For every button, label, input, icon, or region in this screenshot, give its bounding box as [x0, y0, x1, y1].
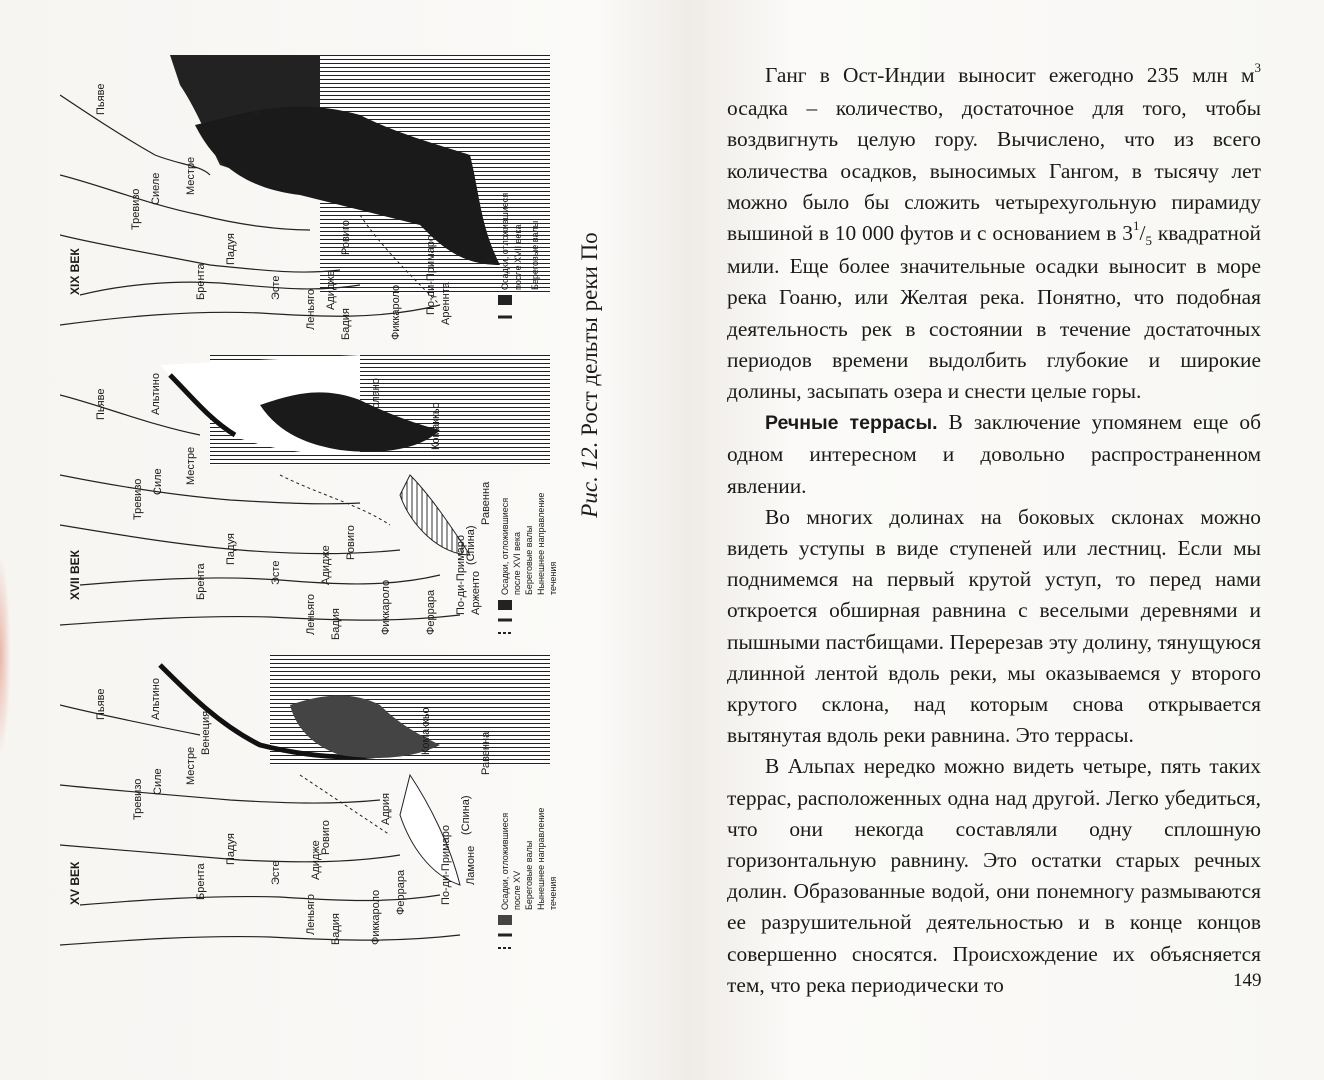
figure-caption-area — [572, 80, 608, 670]
place-label: Ровиго — [340, 220, 352, 255]
place-label: Падуя — [225, 833, 237, 865]
place-label: Леньяго — [305, 594, 317, 635]
place-label: Арженто — [470, 570, 482, 615]
place-label: Ровиго — [345, 525, 357, 560]
place-label: Ламоне — [465, 845, 477, 885]
era-label-xv: XV ВЕК — [68, 861, 82, 905]
place-label: (Спина) — [465, 525, 477, 565]
place-label: Эсте — [270, 560, 282, 585]
place-label: Силе — [152, 768, 164, 795]
paragraph-valleys: Во многих долинах на боковых склонах можно видеть уступы в виде ступеней или лестниц. Если мы поднимемся на первый крутой уступ, то перед нами откроется обширная равнина с веселыми деревнями и пышными пастбищами. Перерезав эту долину, тянущуюся длинной лентой вдоль реки, мы оказываемся у второго крутого склона, над которым снова открывается вытянутая вдоль реки равнина. Это террасы. — [727, 504, 1261, 748]
legend-label: Береговые валы — [524, 840, 534, 910]
place-label: (Спина) — [460, 795, 472, 835]
legend-label: Нынешнее направление — [536, 807, 546, 910]
place-label: Фиккароло — [390, 284, 402, 340]
place-label: Бадия — [330, 913, 342, 945]
place-label: Адидже — [320, 545, 332, 585]
place-label: Брента — [195, 863, 207, 900]
section-heading: Речные террасы. — [765, 412, 938, 435]
place-label: Равенна — [480, 481, 492, 525]
place-label: Сиеле — [150, 172, 162, 205]
place-label: Комаккьо — [430, 402, 442, 450]
place-label: Леньяго — [305, 894, 317, 935]
legend-label: после XVII века — [513, 224, 523, 290]
text-run: осадка – количество, достаточное для того, чтобы воздвигнуть целую гору. Вычислено, что из всего количества осадков, выносимых Гангом, в тысячу лет можно было бы сложить четырехугольную пирамиду вышиной в 10 000 футов и с основанием в 3 — [727, 96, 1261, 246]
place-label: Пьяве — [95, 83, 107, 115]
place-label: Адрия — [380, 793, 392, 825]
place-label: Эсте — [270, 275, 282, 300]
paragraph-ganges: Ганг в Ост-Индии выносит ежегодно 235 млн $м^3$ осадка – количество, достаточное для того, чтобы воздвигнуть целую гору. Вычислено, что из всего количества осадков, выносимых Гангом, в тысячу лет можно было бы сложить четырехугольную пирамиду вышиной в 10 000 футов и с основанием в $3^1/_5$ квадратной мили. Еще более значительные осадки выносит в море река Гоаню, или Желтая река. Понятно, что подобная деятельность рек в состоянии в течение достаточных периодов времени выдолбить глубокие и широкие долины, засыпать озера и снести целые горы. — [727, 60, 1261, 404]
legend-label: после XVI века — [512, 532, 522, 595]
place-label: Пьяве — [95, 688, 107, 720]
paragraph-alps: В Альпах нередко можно видеть четыре, пять таких террас, расположенных одна над другой. Легко убедиться, что они некогда составляли одну сплошную горизонтальную равнину. Это остатки старых речных долин. Образованные водой, они понемногу размываются ее разрушительной деятельностью и в конце концов совершенно сносятся. Происхождение их объясняется тем, что река периодически то — [727, 754, 1261, 997]
place-label: Феррара — [425, 589, 437, 635]
place-label: По-ди-Примаро — [455, 535, 467, 615]
place-label: Брента — [195, 563, 207, 600]
right-page-text — [727, 60, 1261, 1001]
legend-label: Нынешнее направление — [536, 492, 546, 595]
place-label: Тревизо — [132, 778, 144, 820]
legend-label: Осадки, отложившиеся — [500, 812, 510, 910]
legend-label: Осадки, отложившиеся — [500, 192, 510, 290]
place-label: Эсте — [270, 860, 282, 885]
place-label: Силе — [152, 468, 164, 495]
place-label: Комаккьо — [420, 707, 432, 755]
place-label: Пьяве — [95, 388, 107, 420]
place-label: Тревизо — [132, 478, 144, 520]
caption-number: Рис. 12. — [577, 441, 602, 518]
place-label: Леньяго — [305, 289, 317, 330]
place-label: Брента — [195, 263, 207, 300]
paragraph-river-terraces — [727, 407, 1261, 502]
legend-label: после XV — [512, 870, 522, 910]
page-edge-shadow — [0, 560, 10, 750]
place-label: Феррара — [395, 869, 407, 915]
fraction-numerator: 1 — [1133, 218, 1140, 234]
place-label: Фиккароло — [370, 889, 382, 945]
superscript: 3 — [1254, 60, 1261, 75]
po-delta-figure — [60, 55, 570, 975]
place-label: Местре — [185, 746, 197, 785]
place-label: Местре — [185, 156, 197, 195]
legend-label: Береговые валы — [530, 220, 540, 290]
place-label: Адидже — [310, 840, 322, 880]
place-label: По-ди-Волано — [370, 378, 382, 450]
place-label: По-ди-Примаро — [440, 825, 452, 905]
place-label: Альтино — [150, 677, 162, 720]
legend-label: течения — [548, 876, 558, 910]
place-label: Бадия — [330, 608, 342, 640]
legend-label: Осадки, отложившиеся — [500, 497, 510, 595]
place-label: Альтино — [150, 372, 162, 415]
place-label: Фиккароло — [380, 579, 392, 635]
place-label: Венеция — [200, 710, 212, 755]
text-run: В заключение упомянем еще об одном интересном и довольно распространенном явлении. — [727, 410, 1261, 498]
place-label: Тревизо — [130, 188, 142, 230]
era-label-xvii: XVII ВЕК — [68, 549, 82, 600]
place-label: (Спина) — [465, 215, 477, 255]
legend-label: течения — [548, 561, 558, 595]
place-label: Адидже — [325, 270, 337, 310]
fraction-denominator: 5 — [1145, 233, 1152, 249]
place-label: Падуя — [225, 233, 237, 265]
place-label: Равенна — [480, 731, 492, 775]
era-label-xix: XIX ВЕК — [68, 248, 82, 295]
caption-title: Рост дельты реки По — [577, 232, 602, 436]
place-label: По-ди-Примаро — [425, 235, 437, 315]
place-label: Падуя — [225, 533, 237, 565]
figure-caption — [575, 80, 605, 670]
place-label: Ровиго — [320, 820, 332, 855]
place-label: Бадия — [340, 308, 352, 340]
legend-label: Береговые валы — [524, 525, 534, 595]
place-label: Ареннта — [440, 282, 452, 325]
page-number: 149 — [1233, 970, 1262, 991]
text-run: квадратной мили. Еще более значительные осадки выносит в море река Гоаню, или Желтая река. Понятно, что подобная деятельность рек в состоянии в течение достаточных периодов времени выдолбить глубокие и широкие долины, засыпать озера и снести целые горы. — [727, 221, 1261, 404]
text-run: Ганг в Ост-Индии выносит ежегодно 235 млн м — [765, 63, 1255, 87]
place-label: Местре — [185, 446, 197, 485]
